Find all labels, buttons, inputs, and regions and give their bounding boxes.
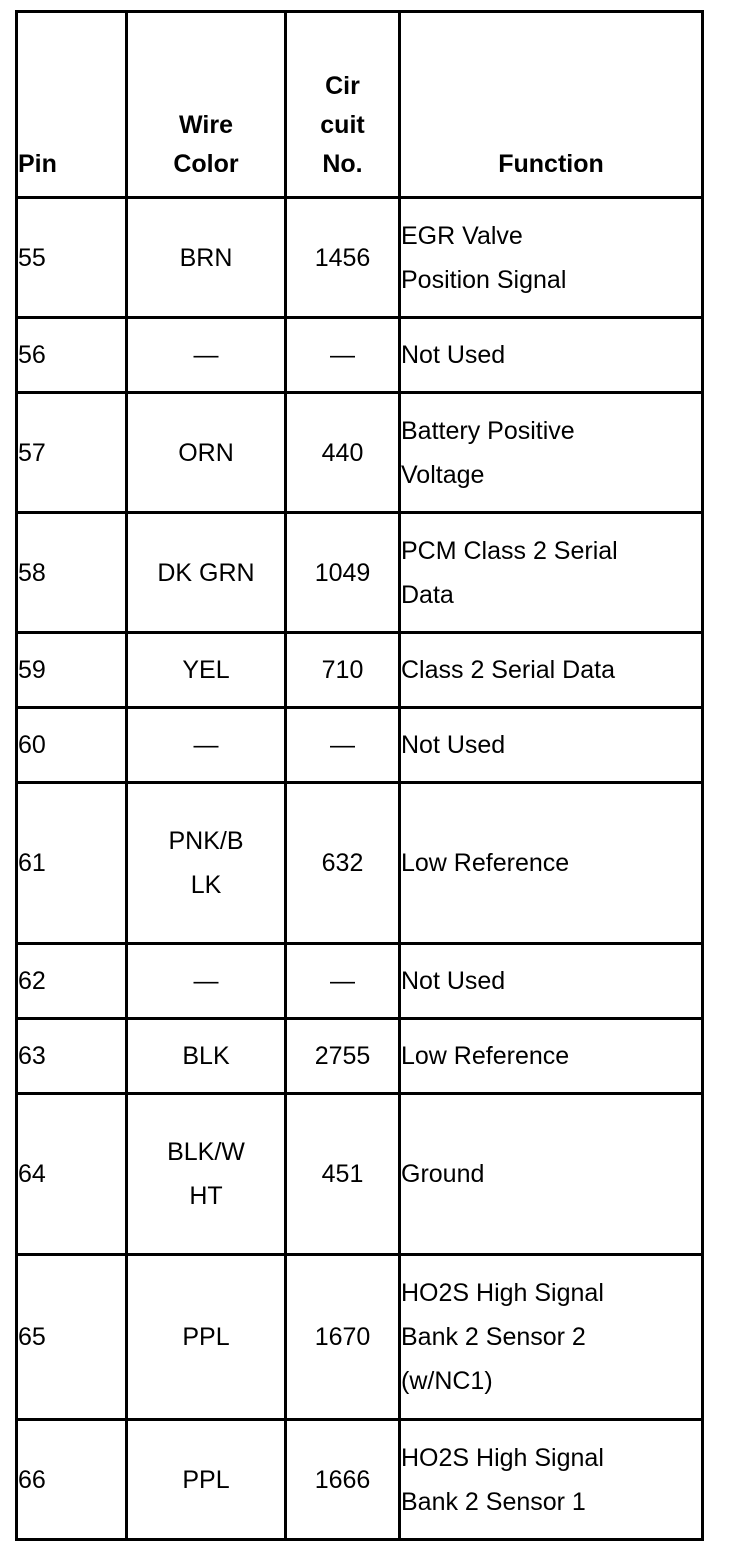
wire-color-cell-text: PNK/B xyxy=(168,827,244,855)
table-row xyxy=(17,944,703,1019)
pin-cell-text: 61 xyxy=(18,849,46,877)
header-circuit-no-line: No. xyxy=(322,150,363,178)
wire-color-cell xyxy=(127,633,286,708)
function-cell-text: Not Used xyxy=(401,731,506,759)
pin-cell xyxy=(17,944,127,1019)
function-cell xyxy=(400,1420,703,1540)
wire-color-cell xyxy=(127,198,286,318)
function-cell-text: Battery Positive xyxy=(401,416,575,445)
pin-assignment-table xyxy=(15,10,704,1541)
function-cell-text: (w/NC1) xyxy=(401,1367,493,1395)
wire-color-cell-text: PPL xyxy=(182,1465,230,1494)
circuit-cell xyxy=(286,318,400,393)
function-cell xyxy=(400,393,703,513)
wire-color-cell-text: — xyxy=(193,731,219,759)
wire-color-cell xyxy=(127,1019,286,1094)
pin-cell xyxy=(17,633,127,708)
wire-color-cell xyxy=(127,783,286,944)
table-body xyxy=(17,198,703,1540)
function-cell-text: Voltage xyxy=(401,460,485,489)
circuit-cell xyxy=(286,393,400,513)
function-cell-text: Ground xyxy=(401,1160,485,1188)
function-cell xyxy=(400,1019,703,1094)
circuit-cell-text: 710 xyxy=(321,656,364,684)
header-wire-color xyxy=(127,12,286,198)
pin-cell xyxy=(17,1094,127,1255)
circuit-cell-text: — xyxy=(330,967,355,995)
header-function-label: Function xyxy=(498,150,604,178)
circuit-cell xyxy=(286,633,400,708)
header-function xyxy=(400,12,703,198)
function-cell-text: Class 2 Serial Data xyxy=(401,656,615,684)
circuit-cell-text: 451 xyxy=(321,1160,364,1188)
wire-color-cell xyxy=(127,1255,286,1420)
function-cell-text: HO2S High Signal xyxy=(401,1279,604,1307)
wire-color-cell xyxy=(127,318,286,393)
header-wire-color-line: Color xyxy=(173,150,239,178)
function-cell-text: Bank 2 Sensor 2 xyxy=(401,1323,586,1351)
table-header-row xyxy=(17,12,703,198)
function-cell xyxy=(400,708,703,783)
wire-color-cell-text: YEL xyxy=(182,656,230,684)
header-circuit-no xyxy=(286,12,400,198)
header-circuit-no-line: Cir xyxy=(325,72,360,100)
table-row xyxy=(17,393,703,513)
pin-cell xyxy=(17,393,127,513)
function-cell-text: Position Signal xyxy=(401,265,567,294)
function-cell xyxy=(400,513,703,633)
header-pin xyxy=(17,12,127,198)
function-cell xyxy=(400,1255,703,1420)
pin-cell xyxy=(17,1019,127,1094)
wire-color-cell-text: DK GRN xyxy=(157,558,255,587)
pin-cell xyxy=(17,318,127,393)
table-row xyxy=(17,198,703,318)
table-row xyxy=(17,633,703,708)
wire-color-cell-text: BLK/W xyxy=(167,1138,245,1166)
table-row xyxy=(17,1255,703,1420)
pin-cell-text: 59 xyxy=(18,656,46,684)
header-pin-label: Pin xyxy=(18,150,57,178)
wire-color-cell xyxy=(127,513,286,633)
pin-cell-text: 65 xyxy=(18,1323,46,1351)
circuit-cell-text: 632 xyxy=(321,849,364,877)
circuit-cell-text: 1049 xyxy=(314,558,371,587)
pin-cell-text: 62 xyxy=(18,967,46,995)
function-cell-text: HO2S High Signal xyxy=(401,1443,604,1472)
pin-cell-text: 57 xyxy=(18,438,46,467)
circuit-cell-text: 440 xyxy=(321,438,364,467)
function-cell-text: Data xyxy=(401,580,454,609)
function-cell-text: PCM Class 2 Serial xyxy=(401,536,618,565)
circuit-cell-text: 2755 xyxy=(314,1042,371,1070)
circuit-cell xyxy=(286,708,400,783)
header-circuit-no-line: cuit xyxy=(320,111,365,139)
wire-color-cell-text: LK xyxy=(190,871,222,899)
circuit-cell xyxy=(286,1420,400,1540)
circuit-cell xyxy=(286,1094,400,1255)
circuit-cell xyxy=(286,1019,400,1094)
circuit-cell-text: 1670 xyxy=(314,1323,371,1351)
pin-cell xyxy=(17,708,127,783)
pin-cell-text: 60 xyxy=(18,731,46,759)
table-row xyxy=(17,1420,703,1540)
circuit-cell xyxy=(286,944,400,1019)
wire-color-cell xyxy=(127,393,286,513)
function-cell-text: EGR Valve xyxy=(401,221,523,250)
wire-color-cell xyxy=(127,1094,286,1255)
pin-cell xyxy=(17,1255,127,1420)
pin-cell xyxy=(17,783,127,944)
function-cell xyxy=(400,318,703,393)
function-cell-text: Low Reference xyxy=(401,849,570,877)
function-cell xyxy=(400,783,703,944)
function-cell-text: Not Used xyxy=(401,341,506,369)
pin-cell xyxy=(17,1420,127,1540)
pin-cell-text: 58 xyxy=(18,558,46,587)
pin-cell-text: 56 xyxy=(18,341,46,369)
pin-cell xyxy=(17,513,127,633)
function-cell-text: Not Used xyxy=(401,967,506,995)
function-cell xyxy=(400,633,703,708)
wire-color-cell-text: ORN xyxy=(178,438,234,467)
table-row xyxy=(17,1019,703,1094)
circuit-cell xyxy=(286,1255,400,1420)
table-row xyxy=(17,1094,703,1255)
function-cell xyxy=(400,944,703,1019)
pin-cell xyxy=(17,198,127,318)
circuit-cell-text: — xyxy=(330,731,355,759)
wire-color-cell-text: PPL xyxy=(182,1323,230,1351)
function-cell xyxy=(400,1094,703,1255)
table-row xyxy=(17,513,703,633)
wire-color-cell xyxy=(127,1420,286,1540)
table-row xyxy=(17,783,703,944)
pin-cell-text: 64 xyxy=(18,1160,46,1188)
function-cell xyxy=(400,198,703,318)
circuit-cell xyxy=(286,513,400,633)
wire-color-cell-text: BRN xyxy=(179,243,233,272)
circuit-cell-text: 1666 xyxy=(314,1465,371,1494)
function-cell-text: Bank 2 Sensor 1 xyxy=(401,1487,586,1516)
circuit-cell xyxy=(286,198,400,318)
wire-color-cell-text: HT xyxy=(189,1182,223,1210)
wire-color-cell xyxy=(127,944,286,1019)
circuit-cell-text: 1456 xyxy=(314,243,371,272)
circuit-cell xyxy=(286,783,400,944)
pin-cell-text: 63 xyxy=(18,1042,46,1070)
table-row xyxy=(17,708,703,783)
function-cell-text: Low Reference xyxy=(401,1042,570,1070)
pin-cell-text: 66 xyxy=(18,1465,46,1494)
wire-color-cell xyxy=(127,708,286,783)
wire-color-cell-text: — xyxy=(193,341,219,369)
header-wire-color-line: Wire xyxy=(179,111,233,139)
table-row xyxy=(17,318,703,393)
wire-color-cell-text: — xyxy=(193,967,219,995)
circuit-cell-text: — xyxy=(330,341,355,369)
pin-cell-text: 55 xyxy=(18,243,46,272)
wire-color-cell-text: BLK xyxy=(182,1042,230,1070)
